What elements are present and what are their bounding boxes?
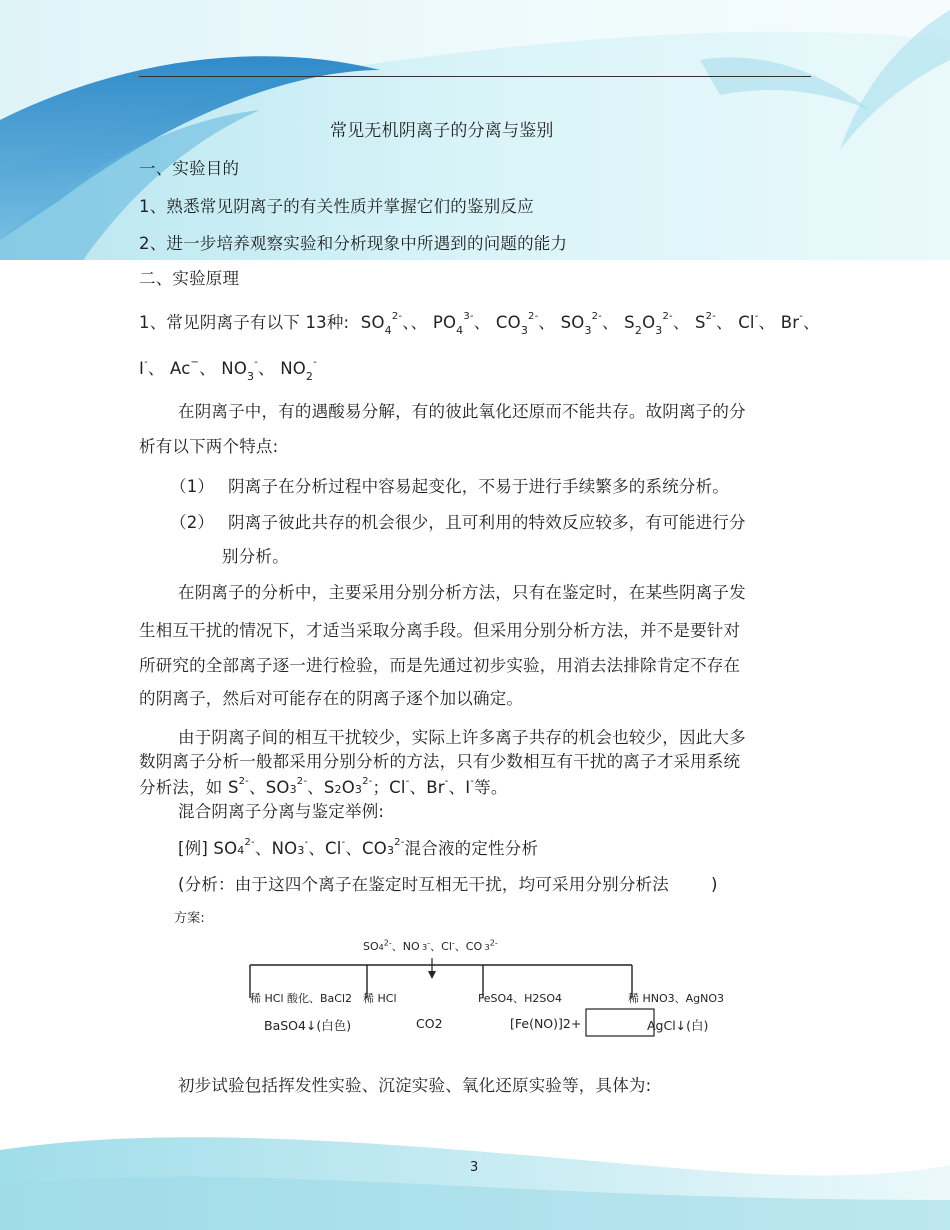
paragraph-method-line-1: 在阴离子的分析中，主要采用分别分析方法，只有在鉴定时，在某些阴离子发 bbox=[178, 583, 746, 602]
branch-3-reagent: FeSO4、H2SO4 bbox=[478, 992, 563, 1005]
anion-so4: $SO_4^{2-}$ bbox=[360, 311, 403, 337]
anion-s2o3: $S_2O_3^{2-}$ bbox=[624, 311, 673, 337]
anion-s: $S^{2-}$ bbox=[694, 311, 717, 332]
branch-4-reagent: 稀 HNO3、AgNO3 bbox=[628, 992, 725, 1005]
paragraph-interference-line-2: 数阴离子分析一般都采用分别分析的方法，只有少数相互有干扰的离子才采用系统 bbox=[139, 752, 741, 771]
mixed-anion-example-heading: 混合阴离子分离与鉴定举例: bbox=[178, 802, 385, 821]
feature-item-1-text: 阴离子在分析过程中容易起变化，不易于进行手续繁多的系统分析。 bbox=[228, 477, 729, 496]
anion-co3: $CO_3^{2-}$ bbox=[495, 311, 539, 337]
anion-br: Br- bbox=[780, 311, 804, 332]
paragraph-method-line-3: 所研究的全部离子逐一进行检验，而是先通过初步实验，用消去法排除肯定不存在 bbox=[139, 656, 741, 675]
branch-2-reagent: 稀 HCl bbox=[363, 992, 397, 1005]
section-heading-purpose: 一、实验目的 bbox=[139, 159, 240, 178]
purpose-item-2: 2、进一步培养观察实验和分析现象中所遇到的问题的能力 bbox=[139, 234, 568, 253]
branch-1-result: BaSO4↓(白色) bbox=[264, 1018, 352, 1033]
branch-4-result: AgCl↓(白) bbox=[647, 1018, 709, 1033]
section-heading-principle: 二、实验原理 bbox=[139, 269, 240, 288]
feature-item-2-text: 阴离子彼此共存的机会很少，且可利用的特效反应较多，有可能进行分 bbox=[228, 513, 746, 532]
branch-1-reagent: 稀 HCl 酸化、BaCl2 bbox=[250, 992, 353, 1005]
anion-ac: Ac− bbox=[170, 357, 200, 378]
header-rule bbox=[139, 76, 811, 77]
paragraph-method-line-4: 的阴离子，然后对可能存在的阴离子逐个加以确定。 bbox=[139, 689, 524, 708]
system-analysis-tail: 等。 bbox=[474, 778, 508, 797]
anion-list-prefix: 1、常见阴离子有以下 13种: bbox=[139, 313, 350, 332]
analysis-note-text: (分析：由于这四个离子在鉴定时互相无干扰，均可采用分别分析法 bbox=[178, 875, 669, 894]
feature-item-1-number: （1） bbox=[170, 477, 215, 496]
analysis-note bbox=[178, 874, 718, 896]
analysis-note-close: ) bbox=[710, 875, 718, 894]
anion-list-line-2: I-、 Ac−、 $NO_3^-$、 $NO_2^-$ bbox=[139, 357, 317, 383]
anion-no2: $NO_2^-$ bbox=[280, 357, 317, 383]
example-label: [例] bbox=[178, 839, 208, 858]
purpose-item-1: 1、熟悉常见阴离子的有关性质并掌握它们的鉴别反应 bbox=[139, 197, 534, 216]
system-analysis-lead: 分析法，如 bbox=[139, 778, 223, 797]
feature-item-2-number: （2） bbox=[170, 513, 215, 532]
anion-po4: $PO_4^{3-}$ bbox=[432, 311, 474, 337]
example-line: [例] $SO4^{2-}$、NO3-、Cl-、$CO3^{2-}$混合液的定性分析 bbox=[178, 837, 539, 858]
branch-3-result: [Fe(NO)]2+ bbox=[510, 1016, 582, 1031]
page-title: 常见无机阴离子的分离与鉴别 bbox=[330, 121, 554, 141]
anion-cl: Cl- bbox=[738, 311, 759, 332]
example-suffix: 混合液的定性分析 bbox=[404, 839, 539, 858]
paragraph-features-line-2: 析有以下两个特点: bbox=[139, 437, 279, 456]
page-number: 3 bbox=[470, 1160, 479, 1175]
anion-no3: $NO_3^-$ bbox=[221, 357, 259, 383]
anion-list-line-1: 1、常见阴离子有以下 13种: $SO_4^{2-}$、、 $PO_4^{3-}$、 $CO_3^{2-}$、 $SO_3^{2-}$、 $S_2O_3^{2-}$、 $S^{2-}$、 Cl-、 Br-、 bbox=[139, 311, 820, 337]
paragraph-features-line-1: 在阴离子中，有的遇酸易分解，有的彼此氧化还原而不能共存。故阴离子的分 bbox=[178, 402, 746, 421]
plan-label: 方案: bbox=[174, 911, 205, 926]
feature-item-2-text-cont: 别分析。 bbox=[222, 547, 289, 566]
branch-2-result: CO2 bbox=[416, 1016, 443, 1031]
paragraph-interference-line-3: 分析法，如 $S^{2-}$、$SO3^{2-}$、$S2O3^{2-}$；Cl-、Br-、I-等。 bbox=[139, 776, 508, 797]
paragraph-interference-line-1: 由于阴离子间的相互干扰较少，实际上许多离子共存的机会也较少，因此大多 bbox=[178, 728, 746, 747]
anion-so3: $SO_3^{2-}$ bbox=[560, 311, 603, 337]
anion-i: I- bbox=[139, 357, 148, 378]
preliminary-test-line: 初步试验包括挥发性实验、沉淀实验、氧化还原实验等，具体为: bbox=[178, 1076, 652, 1095]
paragraph-method-line-2: 生相互干扰的情况下，才适当采取分离手段。但采用分别分析方法，并不是要针对 bbox=[139, 621, 741, 640]
diagram-top-ions: $SO4^{2-}$、NO 3-、Cl-、CO $3^{2-}$ bbox=[363, 938, 498, 953]
